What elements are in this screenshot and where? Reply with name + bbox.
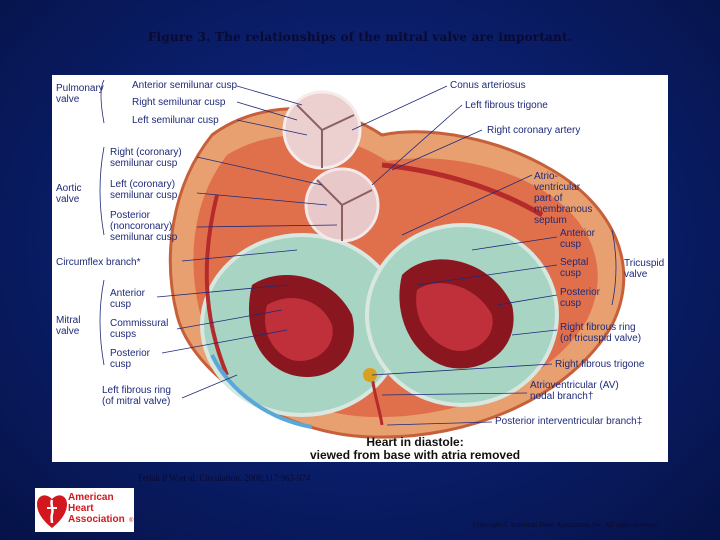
label-mitral-valve: Mitral valve (56, 315, 81, 337)
label-pulmonary-valve: Pulmonary valve (56, 83, 104, 105)
label-av-membranous-septum: Atrio- ventricular part of membranous septum (534, 171, 593, 226)
label-posterior-cusp-tricuspid: Posterior cusp (560, 287, 601, 309)
label-left-fibrous-ring: Left fibrous ring (of mitral valve) (102, 385, 171, 407)
label-tricuspid-valve: Tricuspid valve (624, 258, 665, 280)
heart-illustration (52, 75, 668, 462)
copyright-notice: Copyright © American Heart Association, Inc. All rights reserved. (473, 521, 659, 529)
label-anterior-cusp-tricuspid: Anterior cusp (560, 228, 596, 250)
slide-title: Figure 3. The relationships of the mitral valve are important. (147, 30, 573, 44)
label-left-coronary-cusp: Left (coronary) semilunar cusp (110, 179, 178, 201)
heart-torch-icon (37, 490, 67, 530)
label-anterior-cusp-mitral: Anterior cusp (110, 288, 146, 310)
label-conus-arteriosus: Conus arteriosus (450, 80, 526, 91)
label-posterior-noncoronary-cusp: Posterior (noncoronary) semilunar cusp (110, 210, 178, 243)
citation: Fedak P W et al. Circulation. 2008;117:963-974 (138, 473, 311, 483)
figure-caption: Heart in diastole: viewed from base with atria removed (310, 435, 521, 462)
label-right-semilunar-cusp: Right semilunar cusp (132, 97, 226, 108)
label-circumflex-branch: Circumflex branch* (56, 257, 141, 268)
label-posterior-interventricular-branch: Posterior interventricular branch‡ (495, 416, 643, 427)
label-left-fibrous-trigone: Left fibrous trigone (465, 100, 548, 111)
label-right-fibrous-trigone: Right fibrous trigone (555, 359, 645, 370)
label-septal-cusp: Septal cusp (560, 257, 589, 279)
label-right-coronary-artery: Right coronary artery (487, 125, 581, 136)
label-right-coronary-cusp: Right (coronary) semilunar cusp (110, 147, 182, 169)
registered-mark: ® (129, 518, 134, 524)
aha-logo (35, 488, 134, 532)
label-anterior-semilunar-cusp: Anterior semilunar cusp (132, 80, 238, 91)
label-left-semilunar-cusp: Left semilunar cusp (132, 115, 219, 126)
label-posterior-cusp-mitral: Posterior cusp (110, 348, 151, 370)
logo-wordmark: American Heart Association (68, 492, 125, 525)
label-commissural-cusps: Commissural cusps (110, 318, 169, 340)
label-right-fibrous-ring: Right fibrous ring (of tricuspid valve) (560, 322, 642, 344)
label-av-nodal-branch: Atrioventricular (AV) nodal branch† (530, 380, 619, 402)
label-aortic-valve: Aortic valve (56, 183, 82, 205)
